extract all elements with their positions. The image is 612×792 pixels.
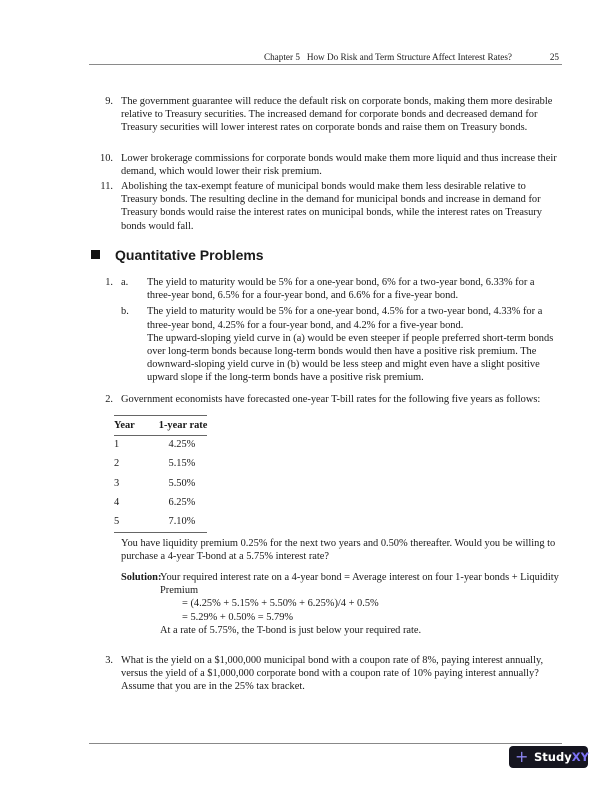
table-header-row (114, 416, 207, 436)
square-bullet-icon (91, 250, 100, 259)
part-label: b. (121, 306, 129, 318)
solution-equation: = (4.25% + 5.15% + 5.50% + 6.25%)/4 + 0.5% (182, 598, 379, 610)
year-cell: 5 (114, 513, 135, 533)
answer-text: The government guarantee will reduce the default risk on corporate bonds, making them more desirable relative to Treasury securities. The increased demand for corporate bonds and decreased demand for Treasury securities will lower interest rates on corporate bonds and raise them on Treasury bonds. (121, 96, 553, 134)
brand-logo-text: StudyXY (534, 750, 589, 764)
problem-2-solution (121, 571, 566, 637)
answer-9 (89, 95, 561, 135)
solution-conclusion: At a rate of 5.75%, the T-bond is just below your required rate. (160, 624, 422, 636)
problem-number: 3. (105, 655, 113, 666)
rate-cell: 4.25% (168, 439, 196, 451)
problem-text: What is the yield on a $1,000,000 municipal bond with a coupon rate of 8%, paying interest annually, versus the yield of a $1,000,000 corporate bond with a coupon rate of 10% paying interest annually? Assume that you are in the 25% tax bracket. (121, 655, 544, 693)
solution-label: Solution: (121, 572, 162, 583)
rate-cell: 7.10% (135, 513, 208, 533)
forecast-rates-table (114, 415, 207, 533)
question-text: You have liquidity premium 0.25% for the next two years and 0.50% thereafter. Would you be willing to purchase a 4-year T-bond at a 5.75% interest rate? (121, 538, 556, 563)
part-text: The yield to maturity would be 5% for a one-year bond, 4.5% for a two-year bond, 4.33% for a three-year bond, 4.25% for a four-year bond, and 4.2% for a five-year bond. (147, 306, 543, 331)
solution-statement: Your required interest rate on a 4-year bond = Average interest on four 1-year bonds + Liquidity Premium (160, 572, 559, 597)
page-header (89, 48, 562, 65)
page-number: 25 (549, 52, 559, 62)
year-cell: 1 (114, 439, 120, 451)
section-heading (91, 249, 264, 262)
column-header-year: Year (114, 416, 135, 436)
answer-number: 10. (100, 153, 113, 164)
problem-number: 1. (105, 277, 113, 288)
year-cell: 4 (114, 496, 120, 508)
column-header-rate: 1-year rate (135, 416, 208, 436)
footer-divider (89, 743, 562, 744)
table-row (114, 494, 207, 513)
problem-2 (89, 393, 561, 406)
problem-1a (89, 276, 561, 302)
year-cell: 2 (114, 458, 120, 470)
studyxy-badge[interactable] (509, 746, 588, 768)
problem-3 (89, 654, 561, 694)
answer-11 (89, 180, 561, 233)
year-cell: 3 (114, 477, 120, 489)
answer-10 (89, 152, 561, 178)
solution-result: = 5.29% + 0.50% = 5.79% (182, 611, 294, 623)
problem-number: 2. (105, 394, 113, 405)
part-label: a. (121, 277, 129, 288)
problem-1-note (89, 332, 561, 385)
answer-number: 9. (105, 96, 113, 107)
chapter-title: Chapter 5 How Do Risk and Term Structure Affect Interest Rates? (263, 52, 512, 62)
table-row (114, 455, 207, 474)
table-row (114, 513, 207, 533)
answer-number: 11. (100, 181, 113, 192)
rate-cell: 5.15% (168, 458, 196, 470)
problem-1 (89, 276, 561, 385)
note-text: The upward-sloping yield curve in (a) would be even steeper if people preferred short-term bonds over long-term bonds because long-term bonds would then have a positive risk premium. The downward-sloping yield curve in (b) would be less steep and might even have a slight positive upward slope if the long-term bonds have a positive risk premium. (147, 332, 554, 384)
answer-text: Abolishing the tax-exempt feature of municipal bonds would make them less desirable relative to Treasury bonds. The resulting decline in the demand for municipal bonds and increase in demand for Treasury bonds would raise the interest rates on municipal bonds, while the interest rates on Treasury bonds would fall. (121, 181, 542, 232)
problem-1b (89, 305, 561, 331)
problem-2-question (89, 537, 561, 563)
section-title: Quantitative Problems (115, 247, 264, 263)
plus-icon: + (515, 747, 529, 766)
rate-cell: 5.50% (168, 477, 196, 489)
table-row (114, 475, 207, 494)
answer-text: Lower brokerage commissions for corporate bonds would make them more liquid and thus increase their demand, which would lower their risk premium. (121, 153, 557, 178)
table-row (114, 436, 207, 456)
part-text: The yield to maturity would be 5% for a one-year bond, 6% for a two-year bond, 6.33% for a three-year bond, 6.5% for a four-year bond, and 6.6% for a five-year bond. (147, 277, 535, 302)
problem-text: Government economists have forecasted one-year T-bill rates for the following five years as follows: (121, 394, 541, 405)
rate-cell: 6.25% (168, 496, 196, 508)
